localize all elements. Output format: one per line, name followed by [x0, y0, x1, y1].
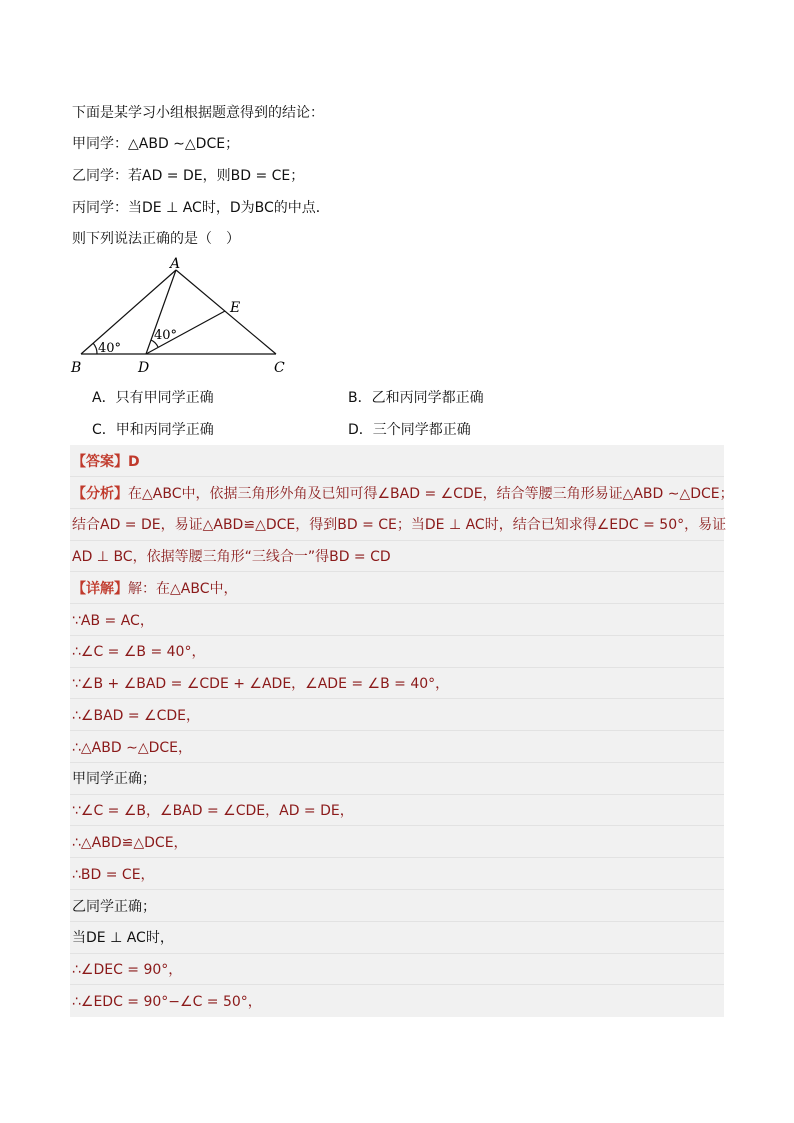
detail-step: 当DE ⊥ AC时， — [72, 930, 174, 946]
analysis-text-1: 在△ABC中，依据三角形外角及已知可得∠BAD = ∠CDE，结合等腰三角形易证△ABD ∼△DCE； — [128, 486, 734, 502]
detail-line — [72, 579, 237, 599]
detail-step: ∴△ABD≌△DCE， — [72, 835, 188, 851]
question-intro: 下面是某学习小组根据题意得到的结论： — [72, 105, 324, 121]
detail-tag: 【详解】 — [72, 581, 128, 597]
detail-step: ∴BD = CE， — [72, 867, 155, 883]
statement-yi: 乙同学：若AD = DE，则BD = CE； — [72, 168, 305, 184]
segment-AC — [176, 270, 276, 354]
detail-step: ∵∠C = ∠B，∠BAD = ∠CDE，AD = DE， — [72, 803, 354, 819]
detail-step: 乙同学正确； — [72, 899, 156, 915]
option-b[interactable]: B．乙和丙同学都正确 — [348, 390, 484, 406]
detail-step: ∴△ABD ∼△DCE， — [72, 740, 192, 756]
option-d[interactable]: D．三个同学都正确 — [348, 422, 471, 438]
angle-D-label: 40° — [154, 328, 178, 343]
question-prompt: 则下列说法正确的是（ ） — [72, 231, 240, 247]
statement-bing: 丙同学：当DE ⊥ AC时，D为BC的中点． — [72, 200, 330, 216]
answer-line — [72, 452, 140, 472]
analysis-tag: 【分析】 — [72, 486, 128, 502]
detail-head: 解：在△ABC中， — [128, 581, 238, 597]
label-D: D — [138, 360, 150, 376]
angle-B-label: 40° — [98, 341, 122, 356]
detail-step: ∴∠C = ∠B = 40°， — [72, 644, 206, 660]
statement-jia: 甲同学：△ABD ∼△DCE； — [72, 136, 240, 152]
label-B: B — [71, 360, 82, 376]
angle-B-arc — [93, 343, 97, 354]
triangle-figure — [64, 252, 304, 382]
detail-step: 甲同学正确； — [72, 771, 156, 787]
analysis-text-2: 结合AD = DE，易证△ABD≌△DCE，得到BD = CE；当DE ⊥ AC时，结合已知求得∠EDC = 50°，易证 — [72, 517, 727, 533]
label-E: E — [230, 300, 241, 316]
answer-value: D — [128, 454, 140, 470]
option-c[interactable]: C．甲和丙同学正确 — [92, 422, 214, 438]
option-a[interactable]: A．只有甲同学正确 — [92, 390, 214, 406]
detail-step: ∴∠DEC = 90°， — [72, 962, 183, 978]
label-A: A — [170, 256, 181, 272]
detail-step: ∴∠BAD = ∠CDE， — [72, 708, 201, 724]
label-C: C — [274, 360, 285, 376]
analysis-text-3: AD ⊥ BC，依据等腰三角形“三线合一”得BD = CD — [72, 549, 391, 565]
detail-step: ∵AB = AC， — [72, 613, 154, 629]
analysis-line-1 — [72, 484, 734, 504]
detail-step: ∵∠B + ∠BAD = ∠CDE + ∠ADE，∠ADE = ∠B = 40°， — [72, 676, 450, 692]
answer-tag: 【答案】 — [72, 454, 128, 470]
detail-step: ∴∠EDC = 90°−∠C = 50°， — [72, 994, 262, 1010]
